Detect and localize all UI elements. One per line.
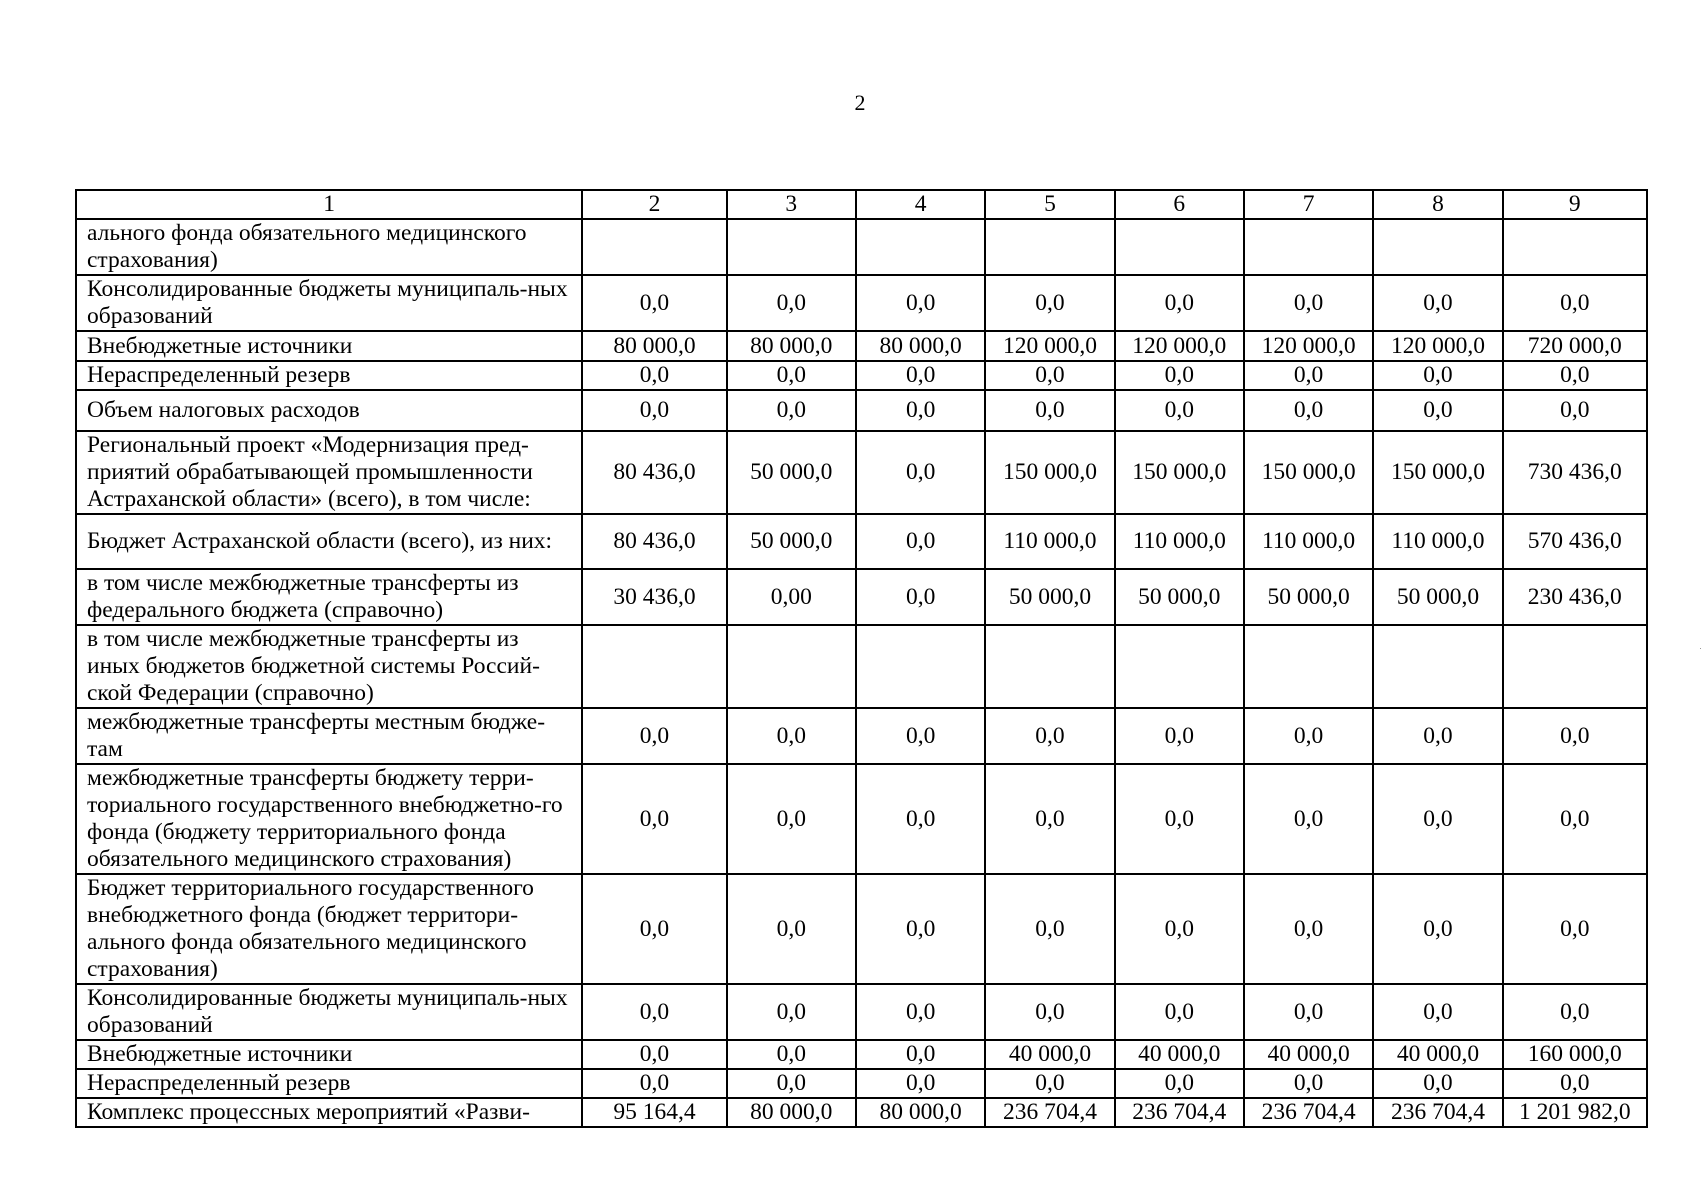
cell-value-col-9: 0,0 [1503,275,1647,331]
cell-value-col-5 [985,625,1114,708]
cell-value-col-2: 0,0 [582,1069,726,1098]
cell-value-col-5: 110 000,0 [985,514,1114,569]
cell-value-col-9: 230 436,0 [1503,569,1647,625]
cell-value-col-9: 160 000,0 [1503,1040,1647,1069]
cell-value-col-7: 120 000,0 [1244,331,1373,361]
cell-value-col-8: 0,0 [1373,764,1502,874]
cell-value-col-2: 0,0 [582,764,726,874]
cell-value-col-2: 0,0 [582,390,726,431]
cell-value-col-2: 80 436,0 [582,514,726,569]
row-label: Комплекс процессных мероприятий «Разви- [76,1098,582,1127]
cell-value-col-5: 0,0 [985,764,1114,874]
cell-value-col-9: 0,0 [1503,390,1647,431]
cell-value-col-5: 0,0 [985,984,1114,1040]
column-header: 2 [582,190,726,219]
cell-value-col-3 [727,219,856,275]
cell-value-col-8 [1373,219,1502,275]
cell-value-col-7: 150 000,0 [1244,431,1373,514]
cell-value-col-8: 0,0 [1373,275,1502,331]
cell-value-col-7: 0,0 [1244,275,1373,331]
column-header: 6 [1115,190,1244,219]
column-header: 5 [985,190,1114,219]
cell-value-col-5: 0,0 [985,708,1114,764]
cell-value-col-2: 0,0 [582,1040,726,1069]
table-row [76,1040,1647,1069]
cell-value-col-7 [1244,219,1373,275]
cell-value-col-5: 0,0 [985,275,1114,331]
column-header: 7 [1244,190,1373,219]
cell-value-col-3: 0,00 [727,569,856,625]
cell-value-col-9: 0,0 [1503,361,1647,390]
table-body [76,219,1647,1127]
cell-value-col-3: 0,0 [727,984,856,1040]
row-label: Внебюджетные источники [76,331,582,361]
table-row [76,625,1647,708]
cell-value-col-6: 120 000,0 [1115,331,1244,361]
table-row [76,331,1647,361]
cell-value-col-8: 0,0 [1373,390,1502,431]
cell-value-col-9: 0,0 [1503,764,1647,874]
cell-value-col-3: 80 000,0 [727,1098,856,1127]
cell-value-col-7: 40 000,0 [1244,1040,1373,1069]
cell-value-col-8: 110 000,0 [1373,514,1502,569]
cell-value-col-9: 1 201 982,0 [1503,1098,1647,1127]
cell-value-col-5: 0,0 [985,361,1114,390]
cell-value-col-9 [1503,219,1647,275]
cell-value-col-2: 0,0 [582,984,726,1040]
cell-value-col-2: 80 436,0 [582,431,726,514]
cell-value-col-8: 0,0 [1373,708,1502,764]
cell-value-col-3: 0,0 [727,361,856,390]
cell-value-col-6: 0,0 [1115,984,1244,1040]
cell-value-col-4: 0,0 [856,275,985,331]
cell-value-col-3: 0,0 [727,1040,856,1069]
cell-value-col-6: 50 000,0 [1115,569,1244,625]
cell-value-col-7: 0,0 [1244,984,1373,1040]
cell-value-col-4: 80 000,0 [856,1098,985,1127]
cell-value-col-6: 40 000,0 [1115,1040,1244,1069]
cell-value-col-4: 0,0 [856,1069,985,1098]
cell-value-col-8: 120 000,0 [1373,331,1502,361]
cell-value-col-8 [1373,625,1502,708]
table-row [76,874,1647,984]
cell-value-col-9: 720 000,0 [1503,331,1647,361]
row-label: Региональный проект «Модернизация пред-приятий обрабатывающей промышленности Астраханской области» (всего), в том числе: [76,431,582,514]
table-row [76,390,1647,431]
cell-value-col-4: 0,0 [856,569,985,625]
cell-value-col-6 [1115,625,1244,708]
cell-value-col-3 [727,625,856,708]
page-number: 2 [854,90,866,115]
column-header: 1 [76,190,582,219]
cell-value-col-7 [1244,625,1373,708]
cell-value-col-6: 0,0 [1115,1069,1244,1098]
table-row [76,514,1647,569]
cell-value-col-2: 0,0 [582,275,726,331]
table-row [76,219,1647,275]
cell-value-col-2: 0,0 [582,708,726,764]
cell-value-col-6: 0,0 [1115,390,1244,431]
row-label: Нераспределенный резерв [76,1069,582,1098]
cell-value-col-9: 0,0 [1503,708,1647,764]
cell-value-col-5: 50 000,0 [985,569,1114,625]
table-row [76,431,1647,514]
cell-value-col-7: 0,0 [1244,874,1373,984]
table-row [76,1069,1647,1098]
column-header: 9 [1503,190,1647,219]
cell-value-col-6: 0,0 [1115,874,1244,984]
cell-value-col-7: 0,0 [1244,1069,1373,1098]
cell-value-col-8: 50 000,0 [1373,569,1502,625]
cell-value-col-7: 0,0 [1244,361,1373,390]
cell-value-col-7: 0,0 [1244,390,1373,431]
cell-value-col-4 [856,219,985,275]
cell-value-col-4: 0,0 [856,514,985,569]
cell-value-col-4: 0,0 [856,361,985,390]
column-header: 4 [856,190,985,219]
cell-value-col-3: 0,0 [727,390,856,431]
cell-value-col-5: 40 000,0 [985,1040,1114,1069]
cell-value-col-5: 120 000,0 [985,331,1114,361]
cell-value-col-8: 150 000,0 [1373,431,1502,514]
table-row [76,984,1647,1040]
cell-value-col-4 [856,625,985,708]
cell-value-col-3: 80 000,0 [727,331,856,361]
row-label: Нераспределенный резерв [76,361,582,390]
cell-value-col-8: 0,0 [1373,361,1502,390]
scan-mark [1700,648,1701,649]
row-label: Объем налоговых расходов [76,390,582,431]
cell-value-col-2: 0,0 [582,361,726,390]
cell-value-col-6: 150 000,0 [1115,431,1244,514]
cell-value-col-2: 30 436,0 [582,569,726,625]
cell-value-col-4: 0,0 [856,708,985,764]
cell-value-col-9: 0,0 [1503,984,1647,1040]
cell-value-col-4: 0,0 [856,764,985,874]
cell-value-col-3: 0,0 [727,874,856,984]
row-label: в том числе межбюджетные трансферты из федерального бюджета (справочно) [76,569,582,625]
cell-value-col-2 [582,625,726,708]
table-row [76,361,1647,390]
cell-value-col-8: 40 000,0 [1373,1040,1502,1069]
column-header: 3 [727,190,856,219]
cell-value-col-8: 0,0 [1373,984,1502,1040]
cell-value-col-8: 0,0 [1373,874,1502,984]
cell-value-col-6: 0,0 [1115,708,1244,764]
cell-value-col-4: 80 000,0 [856,331,985,361]
cell-value-col-2: 0,0 [582,874,726,984]
cell-value-col-6: 0,0 [1115,275,1244,331]
cell-value-col-6: 0,0 [1115,361,1244,390]
header-row [76,190,1647,219]
cell-value-col-3: 0,0 [727,1069,856,1098]
cell-value-col-7: 0,0 [1244,708,1373,764]
row-label: Консолидированные бюджеты муниципаль-ных образований [76,275,582,331]
row-label: ального фонда обязательного медицинского страхования) [76,219,582,275]
cell-value-col-7: 0,0 [1244,764,1373,874]
row-label: в том числе межбюджетные трансферты из иных бюджетов бюджетной системы Россий-ской Федерации (справочно) [76,625,582,708]
table-row [76,708,1647,764]
cell-value-col-3: 0,0 [727,764,856,874]
row-label: межбюджетные трансферты бюджету терри-ториального государственного внебюджетно-го фонда (бюджету территориального фонда обязательного медицинского страхования) [76,764,582,874]
cell-value-col-4: 0,0 [856,874,985,984]
row-label: Бюджет Астраханской области (всего), из них: [76,514,582,569]
cell-value-col-6: 110 000,0 [1115,514,1244,569]
cell-value-col-6: 236 704,4 [1115,1098,1244,1127]
cell-value-col-3: 0,0 [727,708,856,764]
cell-value-col-7: 236 704,4 [1244,1098,1373,1127]
cell-value-col-2: 95 164,4 [582,1098,726,1127]
cell-value-col-4: 0,0 [856,984,985,1040]
cell-value-col-4: 0,0 [856,431,985,514]
cell-value-col-9: 0,0 [1503,1069,1647,1098]
budget-table [75,189,1648,1128]
cell-value-col-6 [1115,219,1244,275]
cell-value-col-5: 0,0 [985,874,1114,984]
cell-value-col-8: 0,0 [1373,1069,1502,1098]
table-row [76,275,1647,331]
table-row [76,569,1647,625]
cell-value-col-5: 0,0 [985,390,1114,431]
cell-value-col-9: 570 436,0 [1503,514,1647,569]
column-header: 8 [1373,190,1502,219]
cell-value-col-9 [1503,625,1647,708]
row-label: межбюджетные трансферты местным бюдже-там [76,708,582,764]
cell-value-col-7: 50 000,0 [1244,569,1373,625]
row-label: Консолидированные бюджеты муниципаль-ных образований [76,984,582,1040]
cell-value-col-9: 0,0 [1503,874,1647,984]
cell-value-col-2 [582,219,726,275]
cell-value-col-5 [985,219,1114,275]
table-row [76,1098,1647,1127]
cell-value-col-5: 236 704,4 [985,1098,1114,1127]
cell-value-col-3: 0,0 [727,275,856,331]
cell-value-col-6: 0,0 [1115,764,1244,874]
cell-value-col-2: 80 000,0 [582,331,726,361]
cell-value-col-4: 0,0 [856,390,985,431]
cell-value-col-5: 0,0 [985,1069,1114,1098]
cell-value-col-8: 236 704,4 [1373,1098,1502,1127]
table-row [76,764,1647,874]
cell-value-col-4: 0,0 [856,1040,985,1069]
row-label: Внебюджетные источники [76,1040,582,1069]
cell-value-col-9: 730 436,0 [1503,431,1647,514]
cell-value-col-5: 150 000,0 [985,431,1114,514]
cell-value-col-7: 110 000,0 [1244,514,1373,569]
cell-value-col-3: 50 000,0 [727,431,856,514]
cell-value-col-3: 50 000,0 [727,514,856,569]
row-label: Бюджет территориального государственного внебюджетного фонда (бюджет территори-ального фонда обязательного медицинского страхования) [76,874,582,984]
